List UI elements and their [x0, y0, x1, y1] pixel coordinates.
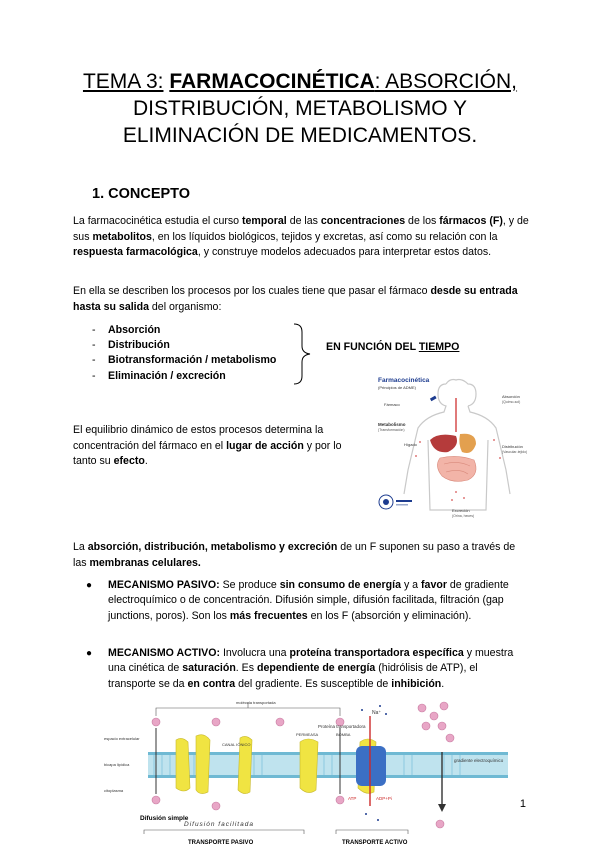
svg-text:Fármaco: Fármaco: [384, 402, 400, 407]
svg-text:Difusión simple: Difusión simple: [140, 815, 189, 822]
list-item: - Eliminación / excreción: [92, 369, 276, 384]
svg-text:Hígado: Hígado: [404, 442, 417, 447]
svg-text:gradiente electroquímico: gradiente electroquímico: [454, 758, 504, 763]
svg-text:citoplasma: citoplasma: [104, 788, 124, 793]
svg-text:CANAL IÓNICO: CANAL IÓNICO: [222, 742, 251, 747]
svg-text:Na⁺: Na⁺: [372, 710, 382, 716]
svg-text:Excreción: Excreción: [452, 508, 470, 513]
page-title: [40, 68, 560, 149]
mechanism-passive: ● MECANISMO PASIVO: Se produce sin consumo de energía y a favor de gradiente electroquímico o de concentración. Difusión simple, difusión facilitada, filtración (gap junctions, poros). Son los más frecuentes en los F (absorción y eliminación).: [86, 579, 509, 622]
list-item: - Distribución: [92, 338, 276, 353]
svg-text:(Quimo-sol): (Quimo-sol): [502, 400, 521, 404]
title-tema: TEMA 3:: [82, 70, 164, 93]
logo-icon: [379, 495, 412, 509]
list-item: - Absorción: [92, 323, 276, 338]
svg-text:Distribución: Distribución: [502, 444, 523, 449]
svg-text:espacio extracelular: espacio extracelular: [104, 736, 140, 741]
svg-text:BOMBA: BOMBA: [336, 732, 351, 737]
paragraph-equilibrio: El equilibrio dinámico de estos procesos determina la concentración del fármaco en el lugar de acción y por lo tanto su efecto.: [73, 424, 342, 467]
svg-text:Metabolismo: Metabolismo: [378, 422, 406, 427]
membrane-transport-figure: [104, 696, 512, 848]
process-list: [92, 323, 276, 384]
svg-text:bicapa lipídica: bicapa lipídica: [104, 762, 130, 767]
figure-title: Farmacocinética: [378, 377, 430, 384]
svg-text:TRANSPORTE PASIVO: TRANSPORTE PASIVO: [188, 840, 254, 846]
paragraph-intro: La farmacocinética estudia el curso temporal de las concentraciones de los fármacos (F), y de sus metabolitos, en los líquidos biológicos, tejidos y excretas, así como su relación con la respuesta farmacológica, y construye modelos adecuados para interpretar estos datos.: [73, 215, 529, 258]
paragraph-processes: En ella se describen los procesos por los cuales tiene que pasar el fármaco desde su entrada hasta su salida del organismo:: [73, 285, 518, 313]
title-line2: DISTRIBUCIÓN, METABOLISMO Y: [132, 97, 468, 120]
svg-text:molécula transportada: molécula transportada: [236, 700, 276, 705]
svg-text:PERMEASA: PERMEASA: [296, 732, 319, 737]
svg-text:Proteína transportadora: Proteína transportadora: [318, 724, 366, 729]
svg-text:(Orina, heces): (Orina, heces): [452, 514, 475, 518]
title-line3: ELIMINACIÓN DE MEDICAMENTOS.: [122, 124, 478, 147]
paragraph-membranas: La absorción, distribución, metabolismo y excreción de un F suponen su paso a través de las membranas celulares.: [73, 541, 516, 569]
page-number: 1: [519, 798, 526, 810]
svg-text:(Transformación): (Transformación): [378, 428, 405, 432]
svg-text:TRANSPORTE ACTIVO: TRANSPORTE ACTIVO: [342, 840, 408, 846]
svg-text:ATP: ATP: [348, 796, 357, 801]
svg-text:ADP+Pi: ADP+Pi: [376, 796, 392, 801]
svg-text:Absorción: Absorción: [502, 394, 520, 399]
figure-subtitle: (Principios de ADME): [378, 385, 417, 390]
title-main: FARMACOCINÉTICA: [169, 70, 375, 93]
svg-text:(Vascular-tejido): (Vascular-tejido): [502, 450, 528, 454]
brace-icon: [292, 322, 314, 386]
title-rest: : ABSORCIÓN,: [374, 70, 518, 93]
adme-body-figure: [368, 370, 538, 520]
list-item: - Biotransformación / metabolismo: [92, 353, 276, 368]
mechanism-active: ● MECANISMO ACTIVO: Involucra una proteína transportadora específica y muestra una cinética de saturación. Es dependiente de energía (hidrólisis de ATP), el transporte se da en contra del gradiente. Es susceptible de inhibición.: [86, 647, 514, 690]
funcion-tiempo: EN FUNCIÓN DEL TIEMPO: [326, 341, 460, 353]
section-heading: 1. CONCEPTO: [92, 186, 191, 202]
svg-text:Difusión facilitada: Difusión facilitada: [184, 821, 254, 828]
